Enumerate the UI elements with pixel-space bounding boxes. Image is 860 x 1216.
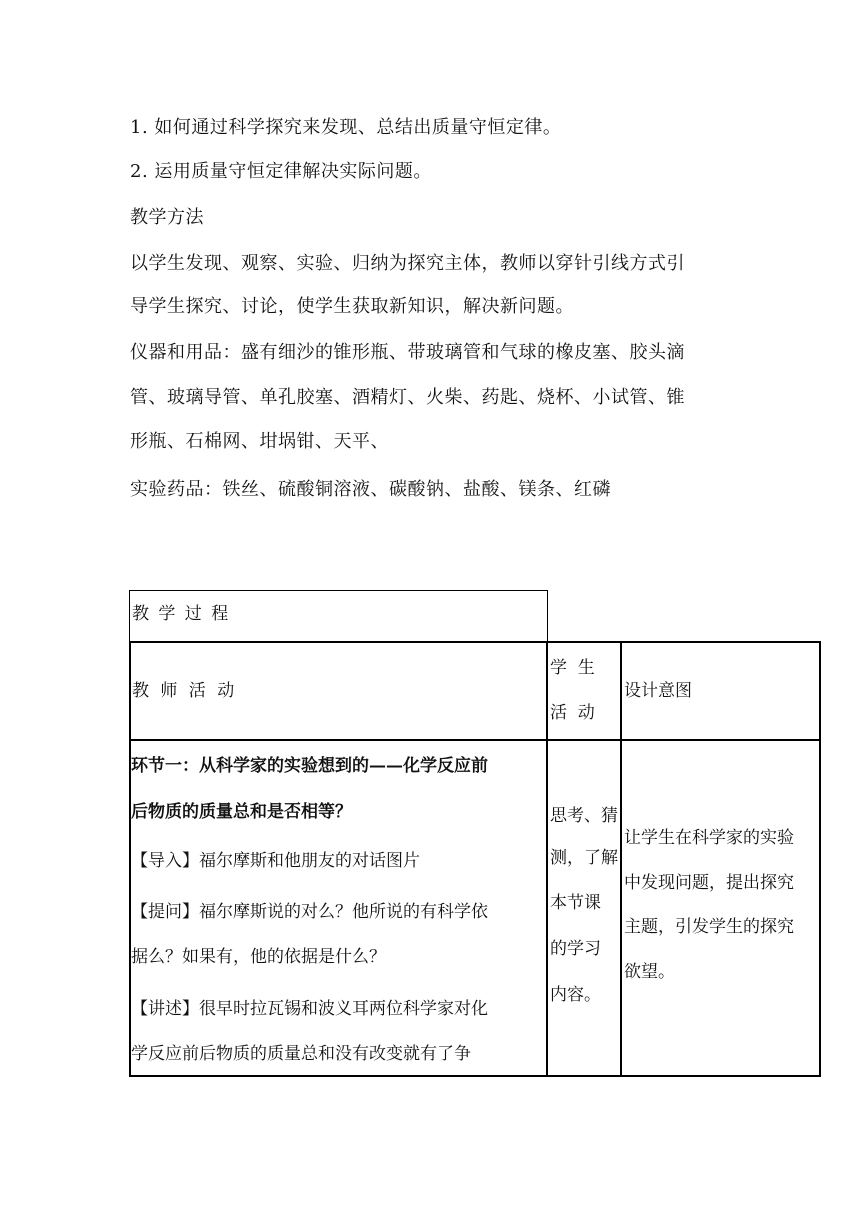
equipment-line-1: 仪器和用品：盛有细沙的锥形瓶、带玻璃管和气球的橡皮塞、胶头滴 (130, 342, 685, 363)
teacher-line-3: 【导入】福尔摩斯和他朋友的对话图片 (131, 851, 420, 871)
header-student-activity-2: 活 动 (550, 703, 595, 723)
teacher-line-4: 【提问】福尔摩斯说的对么？他所说的有科学依 (131, 902, 488, 922)
student-line-1: 思考、猜 (550, 806, 618, 826)
student-line-4: 的学习 (550, 939, 601, 959)
teacher-line-5: 据么？如果有，他的依据是什么？ (131, 947, 386, 967)
teacher-line-6: 【讲述】很早时拉瓦锡和波义耳两位科学家对化 (131, 999, 488, 1019)
teacher-line-1: 环节一：从科学家的实验想到的——化学反应前 (131, 756, 488, 776)
table-title: 教 学 过 程 (132, 604, 231, 624)
student-line-3: 本节课 (550, 893, 601, 913)
method-line-2: 导学生探究、讨论，使学生获取新知识，解决新问题。 (130, 296, 574, 317)
equipment-line-3: 形瓶、石棉网、坩埚钳、天平、 (130, 431, 389, 452)
header-top-line (129, 641, 821, 643)
teacher-line-2: 后物质的质量总和是否相等？ (131, 802, 352, 822)
col-divider-2 (620, 641, 622, 1077)
reagents-line: 实验药品：铁丝、硫酸铜溶液、碳酸钠、盐酸、镁条、红磷 (130, 479, 611, 500)
equipment-line-2: 管、玻璃导管、单孔胶塞、酒精灯、火柴、药匙、烧杯、小试管、锥 (130, 387, 685, 408)
header-teacher-activity: 教 师 活 动 (132, 681, 238, 701)
method-line-1: 以学生发现、观察、实验、归纳为探究主体，教师以穿针引线方式引 (130, 253, 685, 274)
table-bottom-line (129, 1075, 821, 1077)
student-line-2: 测，了解 (550, 848, 618, 868)
design-line-1: 让学生在科学家的实验 (624, 828, 794, 848)
student-line-5: 内容。 (550, 985, 601, 1005)
teacher-line-7: 学反应前后物质的质量总和没有改变就有了争 (131, 1044, 471, 1064)
design-line-2: 中发现问题，提出探究 (624, 873, 794, 893)
design-line-4: 欲望。 (624, 962, 675, 982)
method-heading: 教学方法 (130, 207, 204, 228)
table-right-line (819, 641, 821, 1077)
objective-1: 1. 如何通过科学探究来发现、总结出质量守恒定律。 (130, 117, 562, 138)
header-bottom-line (129, 739, 821, 741)
objective-2: 2. 运用质量守恒定律解决实际问题。 (130, 161, 432, 182)
design-line-3: 主题，引发学生的探究 (624, 917, 794, 937)
header-student-activity-1: 学 生 (550, 658, 595, 678)
header-design-intent: 设计意图 (624, 681, 692, 701)
col-divider-1 (546, 641, 548, 1077)
